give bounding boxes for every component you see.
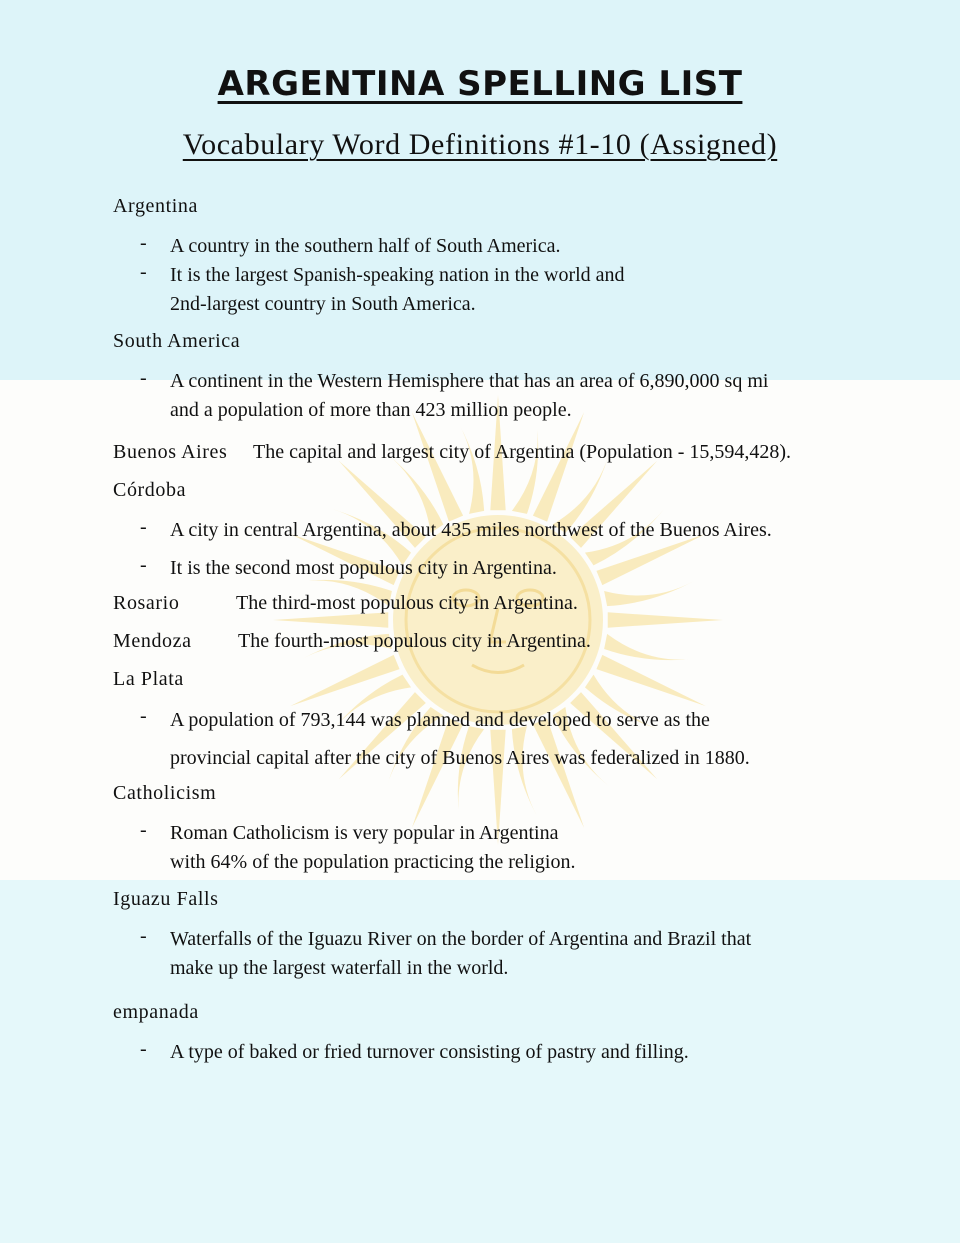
term-rosario: Rosario: [113, 592, 180, 614]
definition-text: A country in the southern half of South America.: [170, 235, 561, 257]
definition-text: The fourth-most populous city in Argentina.: [238, 630, 591, 652]
definition-text: A continent in the Western Hemisphere that has an area of 6,890,000 sq mi: [170, 370, 769, 392]
definition-text: Roman Catholicism is very popular in Argentina: [170, 822, 559, 844]
definition-text: The third-most populous city in Argentina.: [236, 592, 578, 614]
bullet-dash: -: [140, 819, 147, 841]
definition-text: make up the largest waterfall in the world.: [170, 957, 509, 979]
definition-text: and a population of more than 423 million people.: [170, 399, 572, 421]
definition-text: with 64% of the population practicing the religion.: [170, 851, 576, 873]
definition-text: It is the second most populous city in Argentina.: [170, 557, 557, 579]
bullet-dash: -: [140, 554, 147, 576]
definition-text: provincial capital after the city of Buenos Aires was federalized in 1880.: [170, 747, 750, 769]
bullet-dash: -: [140, 925, 147, 947]
definition-text: It is the largest Spanish-speaking nation in the world and: [170, 264, 625, 286]
page-title: ARGENTINA SPELLING LIST: [217, 64, 743, 104]
term-iguazu-falls: Iguazu Falls: [113, 888, 219, 910]
definition-text: 2nd-largest country in South America.: [170, 293, 476, 315]
definition-text: A population of 793,144 was planned and developed to serve as the: [170, 709, 710, 731]
bullet-dash: -: [140, 367, 147, 389]
bullet-dash: -: [140, 705, 147, 727]
term-south-america: South America: [113, 330, 241, 352]
term-cordoba: Córdoba: [113, 479, 187, 501]
definition-text: A city in central Argentina, about 435 miles northwest of the Buenos Aires.: [170, 519, 772, 541]
page-subtitle: Vocabulary Word Definitions #1-10 (Assigned): [182, 128, 778, 161]
bullet-dash: -: [140, 1038, 147, 1060]
term-catholicism: Catholicism: [113, 782, 217, 804]
term-argentina: Argentina: [113, 195, 199, 217]
term-buenos-aires: Buenos Aires: [113, 441, 228, 463]
term-empanada: empanada: [113, 1001, 199, 1023]
bullet-dash: -: [140, 261, 147, 283]
bullet-dash: -: [140, 232, 147, 254]
term-la-plata: La Plata: [113, 668, 184, 690]
definition-text: Waterfalls of the Iguazu River on the border of Argentina and Brazil that: [170, 928, 752, 950]
term-mendoza: Mendoza: [113, 630, 192, 652]
bullet-dash: -: [140, 516, 147, 538]
definition-text: The capital and largest city of Argentina (Population - 15,594,428).: [253, 441, 792, 463]
definition-text: A type of baked or fried turnover consisting of pastry and filling.: [170, 1041, 689, 1063]
